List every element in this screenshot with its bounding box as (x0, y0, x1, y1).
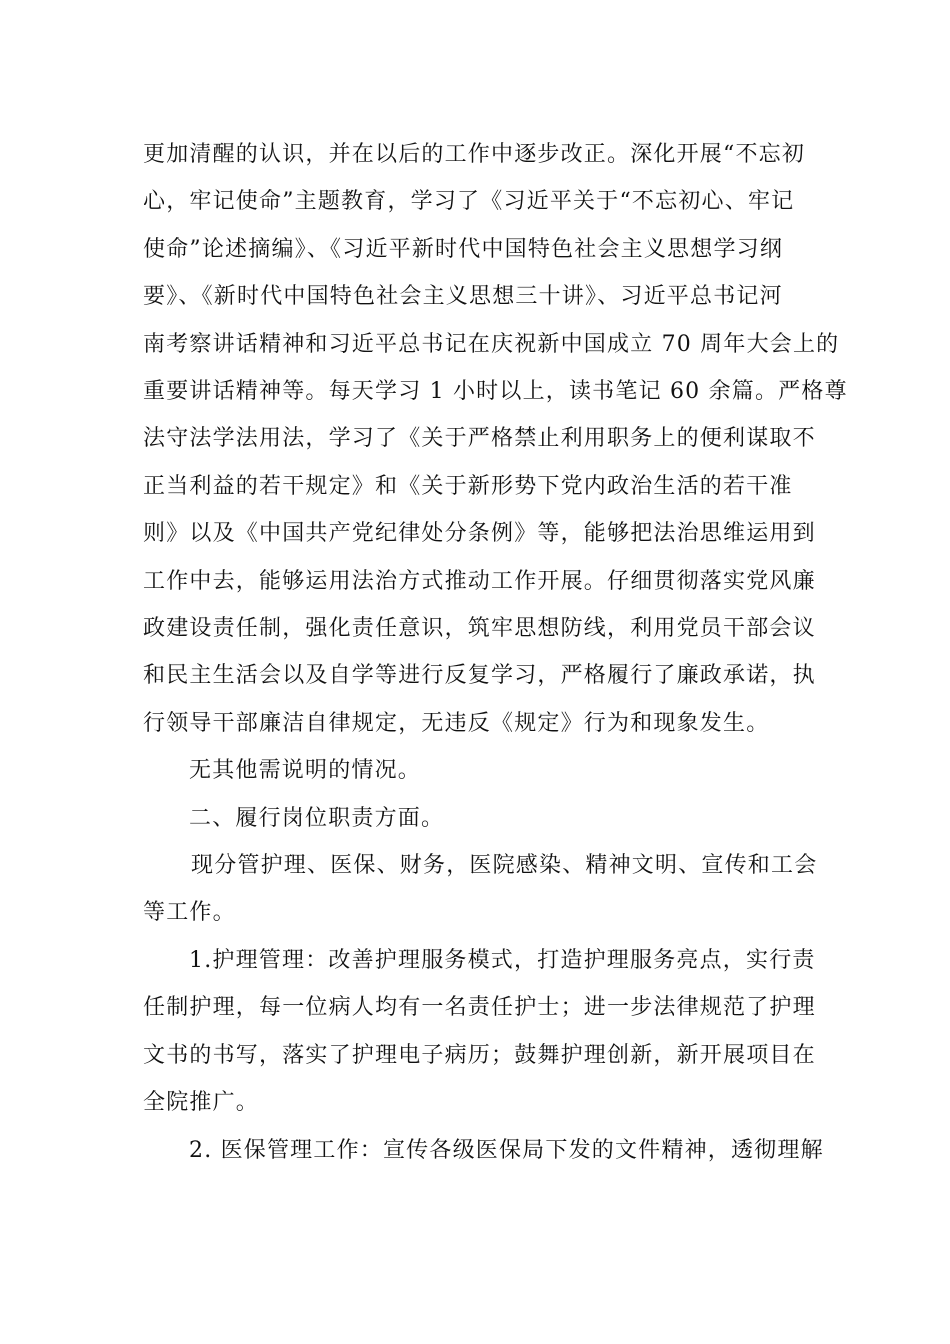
paragraph-1-line-4: 要》、《新时代中国特色社会主义思想三十讲》、习近平总书记河 (143, 284, 783, 309)
paragraph-5-line-2: 任制护理，每一位病人均有一名责任护士；进一步法律规范了护理 (143, 995, 816, 1020)
paragraph-1-line-1: 更加清醒的认识，并在以后的工作中逐步改正。深化开展“不忘初 (143, 142, 806, 167)
paragraph-5-line-4: 全院推广。 (143, 1090, 260, 1115)
paragraph-2-line-1: 无其他需说明的情况。 (189, 758, 422, 783)
paragraph-1-line-12: 和民主生活会以及自学等进行反复学习，严格履行了廉政承诺，执 (143, 663, 816, 688)
paragraph-1-line-8: 正当利益的若干规定》和《关于新形势下党内政治生活的若干准 (143, 474, 793, 499)
paragraph-1-line-7: 法守法学法用法，学习了《关于严格禁止利用职务上的便利谋取不 (143, 426, 816, 451)
paragraph-6-line-1: 2. 医保管理工作：宣传各级医保局下发的文件精神，透彻理解 (189, 1138, 824, 1163)
paragraph-1-line-13: 行领导干部廉洁自律规定，无违反《规定》行为和现象发生。 (143, 711, 770, 736)
paragraph-1-line-9: 则》以及《中国共产党纪律处分条例》等，能够把法治思维运用到 (143, 521, 816, 546)
paragraph-4-line-1: 现分管护理、医保、财务，医院感染、精神文明、宣传和工会 (191, 853, 818, 878)
paragraph-1-line-3: 使命”论述摘编》、《习近平新时代中国特色社会主义思想学习纲 (143, 237, 784, 262)
paragraph-1-line-11: 政建设责任制，强化责任意识，筑牢思想防线，利用党员干部会议 (143, 616, 816, 641)
paragraph-5-line-3: 文书的书写，落实了护理电子病历；鼓舞护理创新，新开展项目在 (143, 1043, 816, 1068)
paragraph-1-line-2: 心，牢记使命”主题教育，学习了《习近平关于“不忘初心、牢记 (143, 189, 795, 214)
paragraph-1-line-10: 工作中去，能够运用法治方式推动工作开展。仔细贯彻落实党风廉 (143, 569, 816, 594)
paragraph-4-line-2: 等工作。 (143, 900, 236, 925)
paragraph-1-line-5: 南考察讲话精神和习近平总书记在庆祝新中国成立 70 周年大会上的 (143, 332, 840, 357)
paragraph-5-line-1: 1.护理管理：改善护理服务模式，打造护理服务亮点，实行责 (189, 948, 816, 973)
section-heading-2: 二、履行岗位职责方面。 (189, 806, 445, 831)
paragraph-1-line-6: 重要讲话精神等。每天学习 1 小时以上，读书笔记 60 余篇。严格尊 (143, 379, 848, 404)
